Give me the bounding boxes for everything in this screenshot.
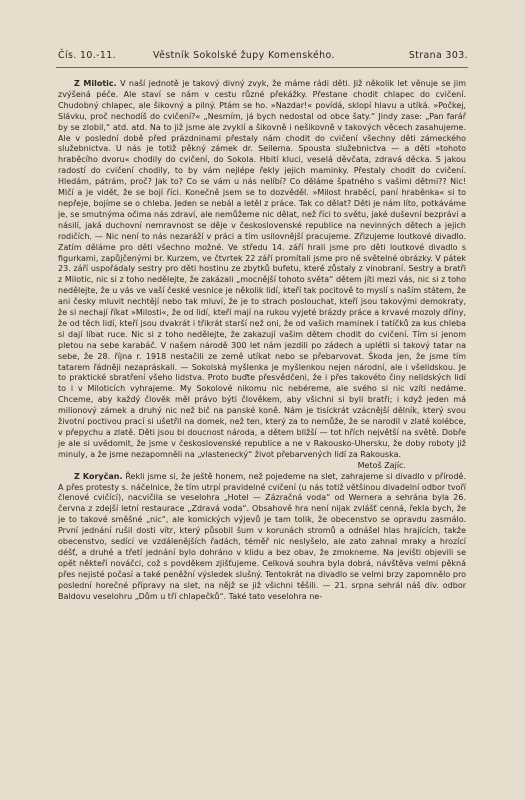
- article-lead: Z Koryčan.: [74, 471, 123, 481]
- article-milotice: [58, 79, 466, 461]
- page-number: Strana 303.: [408, 50, 468, 61]
- article-text: V naší jednotě je takový divný zvyk, že máme rádi děti. Již několik let věnuje se jim zvýšená péče. Ale staví se nám v cestu různé překážky. Přestane chodit chlapec do cvičení. Chudobný chlapec, ale šikovný a pilný. Ptám se ho. »Nazdar!« povídá, sklopí hlavu a utíká. »Počkej, Slávku, proč nechodíš do cvičení?« „Nesmím, já bych nedostal od obce šaty.“ Jindy zase: „Pan farář by se zlobil,“ atd. atd. Na to již jsme ale zvyklí a šikovně i nešikovně v takových věcech zasahujeme. Ale v poslední době před prázdninami přestaly nám chodit do cvičení všechny děti zámeckého služebnictva. U nás je totiž pěkný zámek dr. Seilerna. Spousta služebnictva — a děti »tohoto hraběcího dvoru« chodily do cvičení, do Sokola. Hbití kluci, veselá děvčata, zdravá děcka. S jakou radostí do cvičení chodily, to by vám nejlépe řekly jejich maminky. Přestaly chodit do cvičení. Hledám, pátrám, proč? Jak to? Co se vám u nás nelíbí? Co děláme špatného s vašimi dětmi?? Nic! Mlčí a je vidět, že se bojí říci. Konečně jsem se to dozvěděl. »Milost hraběcí, paní hraběnka« si to nepřeje, bojíme se o chleba. Jeden se nebál a letěl z práce. Tak co dělat? Děti je nám líto, potkáváme je, se smutnýma očima nás zdraví, ale nemůžeme nic dělat, než říci to světu, jaké duševní bezpráví a násilí, jaká duchovní nemravnost se děje v československé republice na nevinných dětech a jejich rodičích. — Nic není to nás nezaráží v práci a tím usilovnější pracujeme. Zřizujeme loutkové divadlo. Zatím děláme pro děti všechno možné. Ve středu 14. září hrali jsme pro děti loutkové divadlo s figurkami, zapůjčenými br. Kurzem, ve čtvrtek 22 září promítali jsme pro ně světelné obrázky. V pátek 23. září uspořádaly sestry pro děti hostinu ze zbytků bufetu, které zůstaly z vinobraní. Sestry a bratři z Milotic, nic si z toho nedělejte, že zakázali „mocnější tohoto světa“ dětem jíti mezi vás, nic si z toho nedělejte, že u vás ve vaší české vesnice je několik lidí, kteří tak pocitově to myslí s naším státem, že ani česky mluvit nechtějí nebo tak mluví, že je to strach poslouchat, kteří jsou takovými demokraty, že si nechají říkat »Milosti«, že od lidí, kteří mají na rukou vyjeté brázdy práce a krvavé mozoly dříny, že od těch lidí, kteří jsou dvakrát i třikrát starší než oni, že od vašich maminek i tatíčků za kus chleba si dají líbat ruce. Nic si z toho nedělejte, že zakazují vašim dětem chodit do cvičení. Tím si jenom pletou na sebe karabáč. V našem národě 300 let nám jezdili po zádech a uplétli si takový tatar na sebe, že 28. října r. 1918 nestačili ze země utíkat nebo se přebarvovat. Škoda jen, že jsme tím tatarem řádněji nezapráskali. — Sokolská myšlenka je myšlenkou nejen národní, ale i všelidskou. Je to praktické sbratření všeho lidstva. Proto buďte přesvědčeni, že i přes takovéto činy nelidských lidí to i v Miloticích vyhrajeme. My Sokolové nikomu nic nebéreme, ale svého si nic vzíti nedáme. Chceme, aby každý člověk měl právo býti člověkem, aby všichni si byli bratři; i když jeden má milionový zámek a druhý nic než bič na panské koně. Nám je tisíckrát vzácnější dělník, který svou životní poctivou prací si ušetřil na domek, než ten, který za to nemůže, že se narodil v zlaté kolébce, v přepychu a zlatě. Děti jsou bi doucnost národa, a dětem bližší — tot hřích největší na světě. Dobře je ale si uvědomit, že jsme v československé republice a ne v Rakousko-Uhersku, že doby roboty již minuly, a že jsme nezapomněli na „vlastenecký“ život přebarvených lidí za Rakouska.: [58, 79, 467, 459]
- header-rule: [56, 67, 468, 68]
- running-header: [58, 50, 468, 66]
- article-lead: Z Milotic.: [74, 79, 117, 88]
- article-korycany: [58, 472, 466, 603]
- journal-title: Věstník Sokolské župy Komenského.: [153, 50, 335, 61]
- article-signature: Metoš Zajíc.: [357, 460, 406, 470]
- article-body: [58, 79, 466, 603]
- article-text: Řekli jsme si, že ještě honem, než pojedeme na slet, zahrajeme si divadlo v přírodě. A přes protesty s. náčelnice, že tím utrpí pravidelné cvičení (u nás totiž většinou divadelní odbor tvoří členové cvičící), nacvičila se veselohra „Hotel — Zázračná voda“ od Wernera a sehrána byla 26. června z zdejší letní restaurace „Zdravá voda“. Obsahově hra není nijak zvlášť cenná, řekla bych, že je to takové směšné „nic“, ale komických výjevů je tam tolik, že obecenstvo se opravdu zasmálo. První jednání rušil dosti vítr, který působil šum v korunách stromů a odnášel hlas hrajících, takže obecenstvo, sedící ve vzdálenějších řadách, téměř nic neslyšelo, ale zato zahnal mraky a hrozící déšť, a druhé a třetí jednání bylo dohráno v klidu a bez obav, že zmokneme. Na jevišti objevili se opět někteří nováčci, což s povděkem zjišťujeme. Celková souhra byla dobrá, návštěva velmi pěkná přes nejisté počasí a také peněžní výsledek slušný. Tentokrát na divadlo se velmi brzy zapomnělo pro poslední horečné přípravy na slet, na nějž se již všichni těšili. — 21. srpna sehrál náš div. odbor Baldovu veselohru „Dům u tří chlapečků“. Také tato veselohra ne-: [58, 471, 466, 601]
- issue-number: Čís. 10.-11.: [58, 50, 116, 61]
